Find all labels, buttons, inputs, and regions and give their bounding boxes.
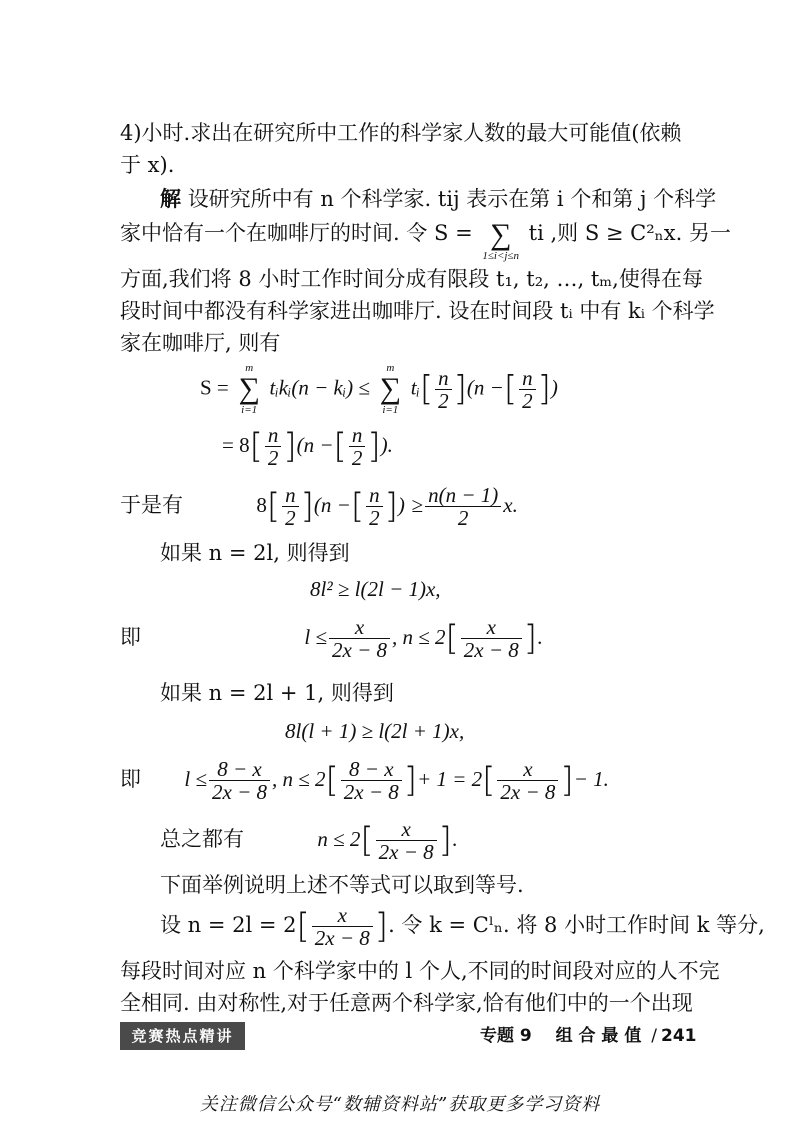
text-line: 全相同. 由对称性,对于任意两个科学家,恰有他们中的一个出现 bbox=[120, 991, 693, 1015]
text-line: 方面,我们将 8 小时工作时间分成有限段 t₁, t₂, …, tₘ,使得在每 bbox=[120, 267, 703, 291]
series-label: 竞赛热点精讲 bbox=[120, 1022, 245, 1050]
equation: = 8[ $\frac{n}{2}$ ](n −[ $\frac{n}{2}$ ]). bbox=[222, 423, 393, 470]
text-line: 解 设研究所中有 n 个科学家. tij 表示在第 i 个和第 j 个科学 bbox=[160, 186, 717, 211]
equation-line: 即 l ≤ $\frac{8 - x}{2x - 8}$ , n ≤ 2[ $\frac{8 - x}{2x - 8}$ ]+ 1 = 2[ $\frac{x}{2x - 8}$ ]− 1. bbox=[120, 757, 609, 804]
topic-title: 组 合 最 值 bbox=[555, 1026, 642, 1046]
equation-line: 即 l ≤ $\frac{x}{2x - 8}$ , n ≤ 2[ $\frac{x}{2x - 8}$ ]. bbox=[120, 615, 543, 662]
text-line: 家在咖啡厅, 则有 bbox=[120, 331, 281, 355]
watermark: 关注微信公众号“数辅资料站”获取更多学习资料 bbox=[199, 1094, 601, 1115]
equation-line: 于是有 8[ $\frac{n}{2}$ ](n −[ $\frac{n}{2}$ ]) ≥ $\frac{n(n - 1)}{2}$ x. bbox=[120, 483, 518, 530]
text-line: 如果 n = 2l + 1, 则得到 bbox=[160, 681, 394, 705]
equation: 8l² ≥ l(2l − 1)x, bbox=[310, 577, 441, 601]
text-line: 于 x). bbox=[120, 153, 175, 177]
text-line: 如果 n = 2l, 则得到 bbox=[160, 541, 350, 565]
equation-line: 总之都有 n ≤ 2[ $\frac{x}{2x - 8}$ ]. bbox=[160, 817, 458, 864]
text-line: 4)小时.求出在研究所中工作的科学家人数的最大可能值(依赖 bbox=[120, 121, 682, 145]
text-line: 下面举例说明上述不等式可以取到等号. bbox=[160, 873, 524, 897]
text-line: 家中恰有一个在咖啡厅的时间. 令 S = ∑ 1≤i<j≤n ti ,则 S ≥ C²ₙx. 另一 bbox=[120, 218, 731, 262]
equation: 8l(l + 1) ≥ l(2l + 1)x, bbox=[285, 719, 465, 743]
text-line: 段时间中都没有科学家进出咖啡厅. 设在时间段 tᵢ 中有 kᵢ 个科学 bbox=[120, 299, 715, 323]
page-footer: 专题 9 组 合 最 值 / 241 bbox=[480, 1026, 697, 1046]
page-number: 241 bbox=[661, 1026, 697, 1046]
equation: S = m ∑ i=1 tᵢkᵢ(n − kᵢ) ≤ m ∑ i=1 tᵢ[ $\frac{n}{2}$ ](n −[ $\frac{n}{2}$ ]) bbox=[200, 362, 558, 416]
text-line: 设 n = 2l = 2[ $\frac{x}{2x - 8}$ ]. 令 k = Cˡₙ. 将 8 小时工作时间 k 等分, bbox=[160, 903, 765, 950]
summation: ∑ 1≤i<j≤n bbox=[482, 218, 519, 262]
topic-number: 专题 9 bbox=[480, 1026, 532, 1046]
solution-label: 解 bbox=[160, 186, 181, 211]
text-line: 每段时间对应 n 个科学家中的 l 个人,不同的时间段对应的人不完 bbox=[120, 959, 720, 983]
